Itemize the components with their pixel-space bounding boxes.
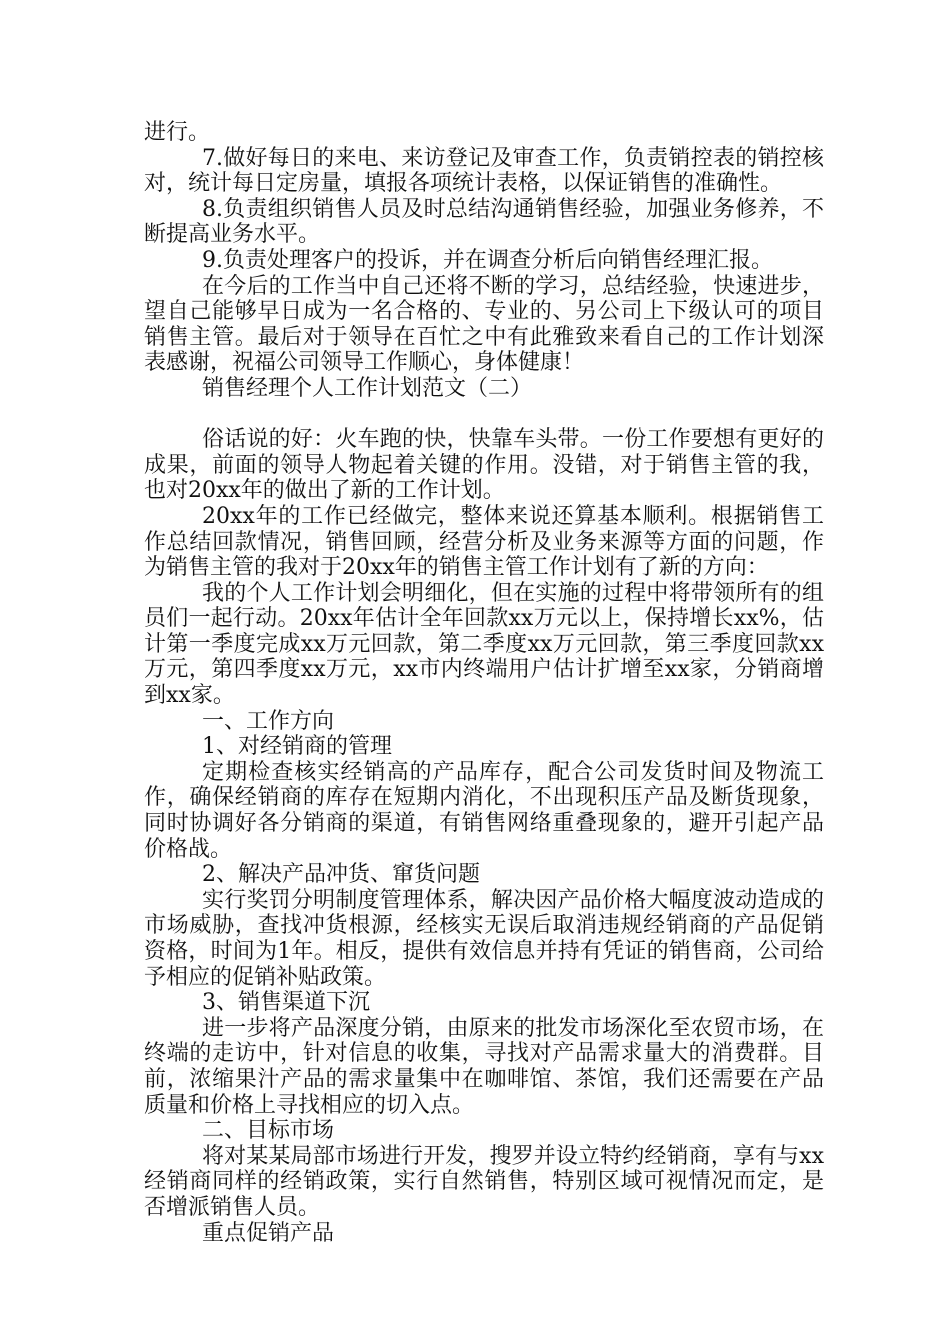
paragraph: 重点促销产品: [202, 1220, 335, 1246]
paragraph: 实行奖罚分明制度管理体系，解决因产品价格大幅度波动造成的市场威胁，查找冲货根源，经核实无误后取消违规经销商的产品促销资格，时间为1年。相反，提供有效信息并持有凭证的销售商，公司给予相应的促销补贴政策。: [144, 887, 824, 990]
paragraph: 3、销售渠道下沉: [202, 990, 370, 1016]
paragraph: 将对某某局部市场进行开发，搜罗并设立特约经销商，享有与xx经销商同样的经销政策，实行自然销售，特别区域可视情况而定，是否增派销售人员。: [144, 1143, 824, 1220]
blank-line: [144, 402, 824, 428]
paragraph: 进一步将产品深度分销，由原来的批发市场深化至农贸市场，在终端的走访中，针对信息的收集，寻找对产品需求量大的消费群。目前，浓缩果汁产品的需求量集中在咖啡馆、茶馆，我们还需要在产品质量和价格上寻找相应的切入点。: [144, 1015, 824, 1118]
paragraph: 定期检查核实经销高的产品库存，配合公司发货时间及物流工作，确保经销商的库存在短期内消化，不出现积压产品及断货现象，同时协调好各分销商的渠道，有销售网络重叠现象的，避开引起产品价格战。: [144, 759, 824, 862]
paragraph: 2、解决产品冲货、窜货问题: [202, 862, 480, 888]
paragraph: 一、工作方向: [202, 708, 335, 734]
paragraph: 俗话说的好：火车跑的快，快靠车头带。一份工作要想有更好的成果，前面的领导人物起着关键的作用。没错，对于销售主管的我，也对20xx年的做出了新的工作计划。: [144, 427, 824, 504]
paragraph: 我的个人工作计划会明细化，但在实施的过程中将带领所有的组员们一起行动。20xx年估计全年回款xx万元以上，保持增长xx%，估计第一季度完成xx万元回款，第二季度xx万元回款，第三季度回款xx万元，第四季度xx万元，xx市内终端用户估计扩增至xx家，分销商增到xx家。: [144, 580, 824, 709]
paragraph: 在今后的工作当中自己还将不断的学习，总结经验，快速进步，望自己能够早日成为一名合格的、专业的、另公司上下级认可的项目销售主管。最后对于领导在百忙之中有此雅致来看自己的工作计划深表感谢，祝福公司领导工作顺心，身体健康！: [144, 273, 824, 376]
paragraph: 7.做好每日的来电、来访登记及审查工作，负责销控表的销控核对，统计每日定房量，填报各项统计表格，以保证销售的准确性。: [144, 145, 824, 197]
paragraph: 8.负责组织销售人员及时总结沟通销售经验，加强业务修养，不断提高业务水平。: [144, 196, 824, 248]
paragraph: 二、目标市场: [202, 1118, 335, 1144]
paragraph: 进行。: [144, 120, 211, 145]
paragraph: 销售经理个人工作计划范文（二）: [202, 375, 533, 401]
paragraph: 9.负责处理客户的投诉，并在调查分析后向销售经理汇报。: [202, 247, 773, 273]
paragraph: 1、对经销商的管理: [202, 734, 392, 760]
paragraph: 20xx年的工作已经做完，整体来说还算基本顺利。根据销售工作总结回款情况，销售回顾，经营分析及业务来源等方面的问题，作为销售主管的我对于20xx年的销售主管工作计划有了新的方向：: [144, 503, 824, 581]
document-body: [144, 120, 824, 1246]
